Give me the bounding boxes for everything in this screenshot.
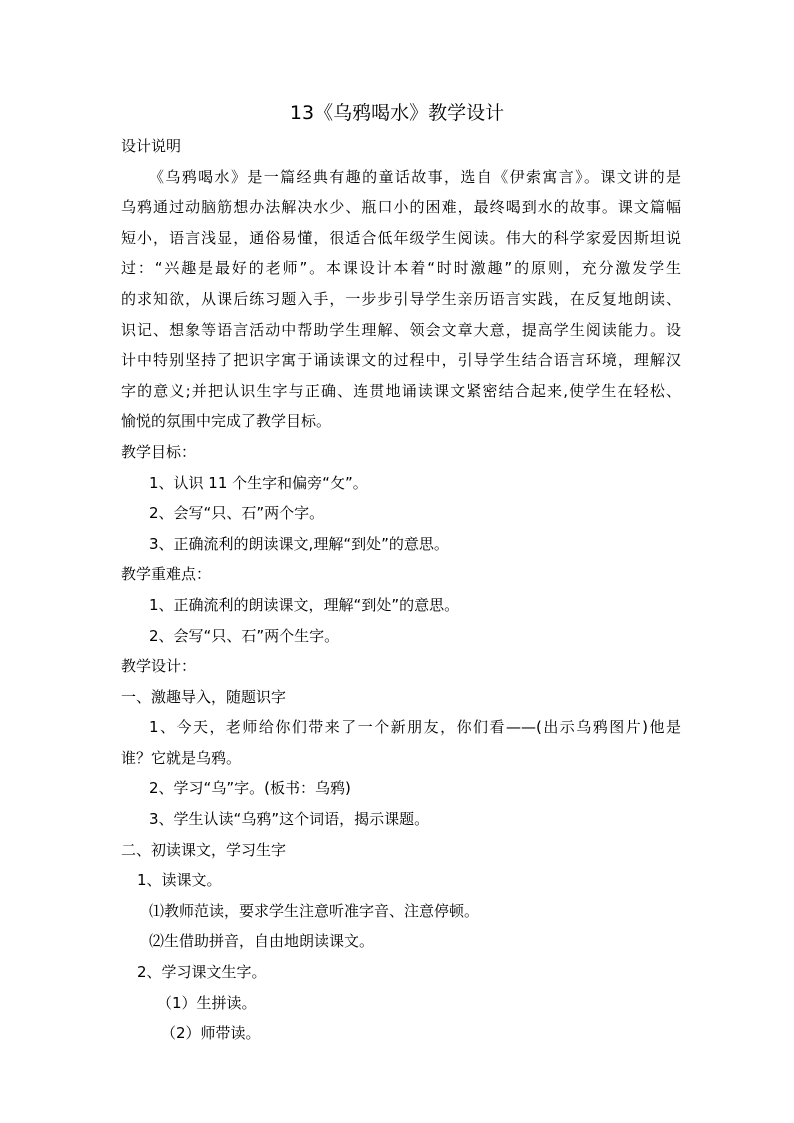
text-line: 教学目标： (121, 442, 197, 461)
text-line: 2、学习课文生字。 (137, 963, 267, 982)
text-line: 一、激趣导入，随题识字 (121, 687, 287, 706)
text-line: 3、正确流利的朗读课文,理解“到处”的意思。 (149, 534, 449, 553)
text-line: 谁？它就是乌鸦。 (121, 748, 242, 767)
text-line: 1、正确流利的朗读课文，理解“到处”的意思。 (149, 595, 460, 614)
document-body (121, 131, 681, 1049)
text-line: 计中特别坚持了把识字寓于诵读课文的过程中，引导学生结合语言环境，理解汉 (121, 351, 681, 370)
text-line: （1）生拼读。 (157, 993, 257, 1012)
text-line: 教学设计： (121, 657, 197, 676)
text-line: 《乌鸦喝水》是一篇经典有趣的童话故事，选自《伊索寓言》。课文讲的是 (149, 167, 681, 186)
document-title: 13《乌鸦喝水》教学设计 (289, 102, 505, 124)
text-line: 二、初读课文，学习生字 (121, 840, 287, 859)
text-line: 1、今天，老师给你们带来了一个新朋友，你们看——(出示乌鸦图片)他是 (149, 718, 681, 737)
text-line: 愉悦的氛围中完成了教学目标。 (121, 412, 332, 431)
text-line: 教学重难点： (121, 565, 212, 584)
text-line: 2、学习“乌”字。(板书：乌鸦) (149, 779, 351, 798)
text-line: 过：“兴趣是最好的老师”。本课设计本着“时时激趣”的原则，充分激发学生 (121, 259, 681, 278)
text-line: 字的意义;并把认识生字与正确、连贯地诵读课文紧密结合起来,使学生在轻松、 (121, 381, 681, 400)
text-line: 1、读课文。 (137, 871, 222, 890)
text-line: 识记、想象等语言活动中帮助学生理解、领会文章大意，提高学生阅读能力。设 (121, 320, 681, 339)
text-line: 设计说明 (121, 137, 182, 155)
text-line: 短小，语言浅显，通俗易懂，很适合低年级学生阅读。伟大的科学家爱因斯坦说 (121, 228, 681, 247)
text-line: （2）师带读。 (161, 1024, 261, 1043)
text-line: 2、会写“只、石”两个字。 (149, 504, 325, 523)
text-line: 2、会写“只、石”两个生字。 (149, 626, 340, 645)
text-line: 乌鸦通过动脑筋想办法解决水少、瓶口小的困难，最终喝到水的故事。课文篇幅 (121, 198, 681, 217)
text-line: 1、认识 11 个生字和偏旁“攵”。 (149, 473, 368, 492)
text-line: 的求知欲，从课后练习题入手，一步步引导学生亲历语言实践，在反复地朗读、 (121, 289, 681, 308)
text-line: ⑴教师范读，要求学生注意听准字音、注意停顿。 (149, 901, 480, 920)
text-line: 3、学生认读“乌鸦”这个词语，揭示课题。 (149, 810, 430, 829)
text-line: ⑵生借助拼音，自由地朗读课文。 (149, 932, 375, 951)
